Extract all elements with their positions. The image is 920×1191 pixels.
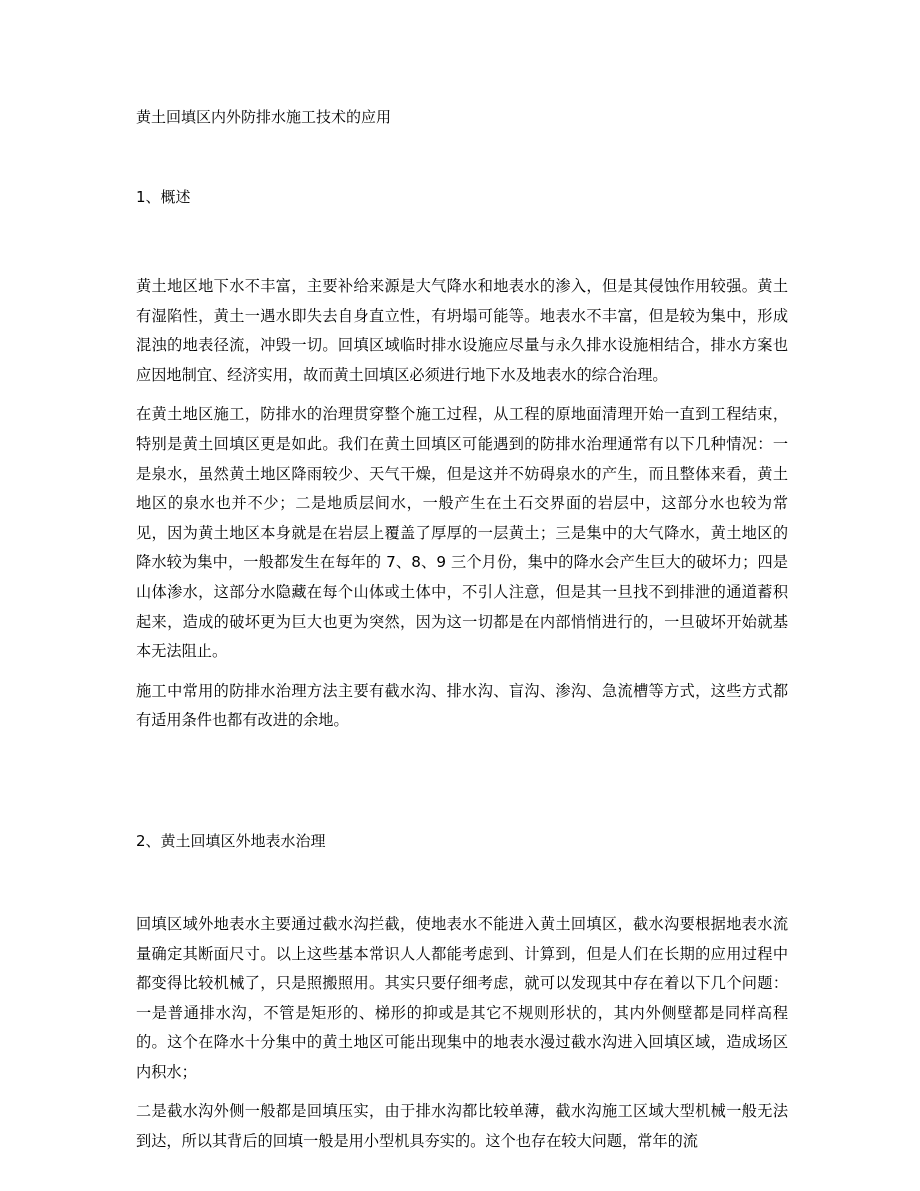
paragraph: 二是截水沟外侧一般都是回填压实，由于排水沟都比较单薄，截水沟施工区域大型机械一般无法到达，所以其背后的回填一般是用小型机具夯实的。这个也存在较大问题，常年的流 <box>136 1102 788 1151</box>
paragraph: 回填区域外地表水主要通过截水沟拦截，使地表水不能进入黄土回填区，截水沟要根据地表水流量确定其断面尺寸。以上这些基本常识人人都能考虑到、计算到，但是人们在长期的应用过程中都变得比较机械了，只是照搬照用。其实只要仔细考虑，就可以发现其中存在着以下几个问题：一是普通排水沟，不管是矩形的、梯形的抑或是其它不规则形状的，其内外侧壁都是同样高程的。这个在降水十分集中的黄土地区可能出现集中的地表水漫过截水沟进入回填区域，造成场区内积水； <box>136 914 788 1081</box>
section-heading-overview: 1、概述 <box>136 188 191 206</box>
paragraph: 在黄土地区施工，防排水的治理贯穿整个施工过程，从工程的原地面清理开始一直到工程结束，特别是黄土回填区更是如此。我们在黄土回填区可能遇到的防排水治理通常有以下几种情况：一是泉水，虽然黄土地区降雨较少、天气干燥，但是这并不妨碍泉水的产生，而且整体来看，黄土地区的泉水也并不少；二是地质层间水，一般产生在土石交界面的岩层中，这部分水也较为常见，因为黄土地区本身就是在岩层上覆盖了厚厚的一层黄土；三是集中的大气降水，黄土地区的降水较为集中，一般都发生在每年的 7、8、9 三个月份，集中的降水会产生巨大的破坏力；四是山体渗水，这部分水隐藏在每个山体或土体中，不引人注意，但是其一旦找不到排泄的通道蓄积起来，造成的破坏更为巨大也更为突然，因为这一切都是在内部悄悄进行的，一旦破坏开始就基本无法阻止。 <box>136 405 788 661</box>
section-heading-surface-water: 2、黄土回填区外地表水治理 <box>136 831 326 850</box>
document-page <box>136 106 788 1157</box>
paragraph: 黄土地区地下水不丰富，主要补给来源是大气降水和地表水的渗入，但是其侵蚀作用较强。黄土有湿陷性，黄土一遇水即失去自身直立性，有坍塌可能等。地表水不丰富，但是较为集中，形成混浊的地表径流，冲毁一切。回填区域临时排水设施应尽量与永久排水设施相结合，排水方案也应因地制宜、经济实用，故而黄土回填区必须进行地下水及地表水的综合治理。 <box>136 277 788 384</box>
paragraph: 施工中常用的防排水治理方法主要有截水沟、排水沟、盲沟、渗沟、急流槽等方式，这些方式都有适用条件也都有改进的余地。 <box>136 681 788 730</box>
document-title: 黄土回填区内外防排水施工技术的应用 <box>136 108 392 126</box>
